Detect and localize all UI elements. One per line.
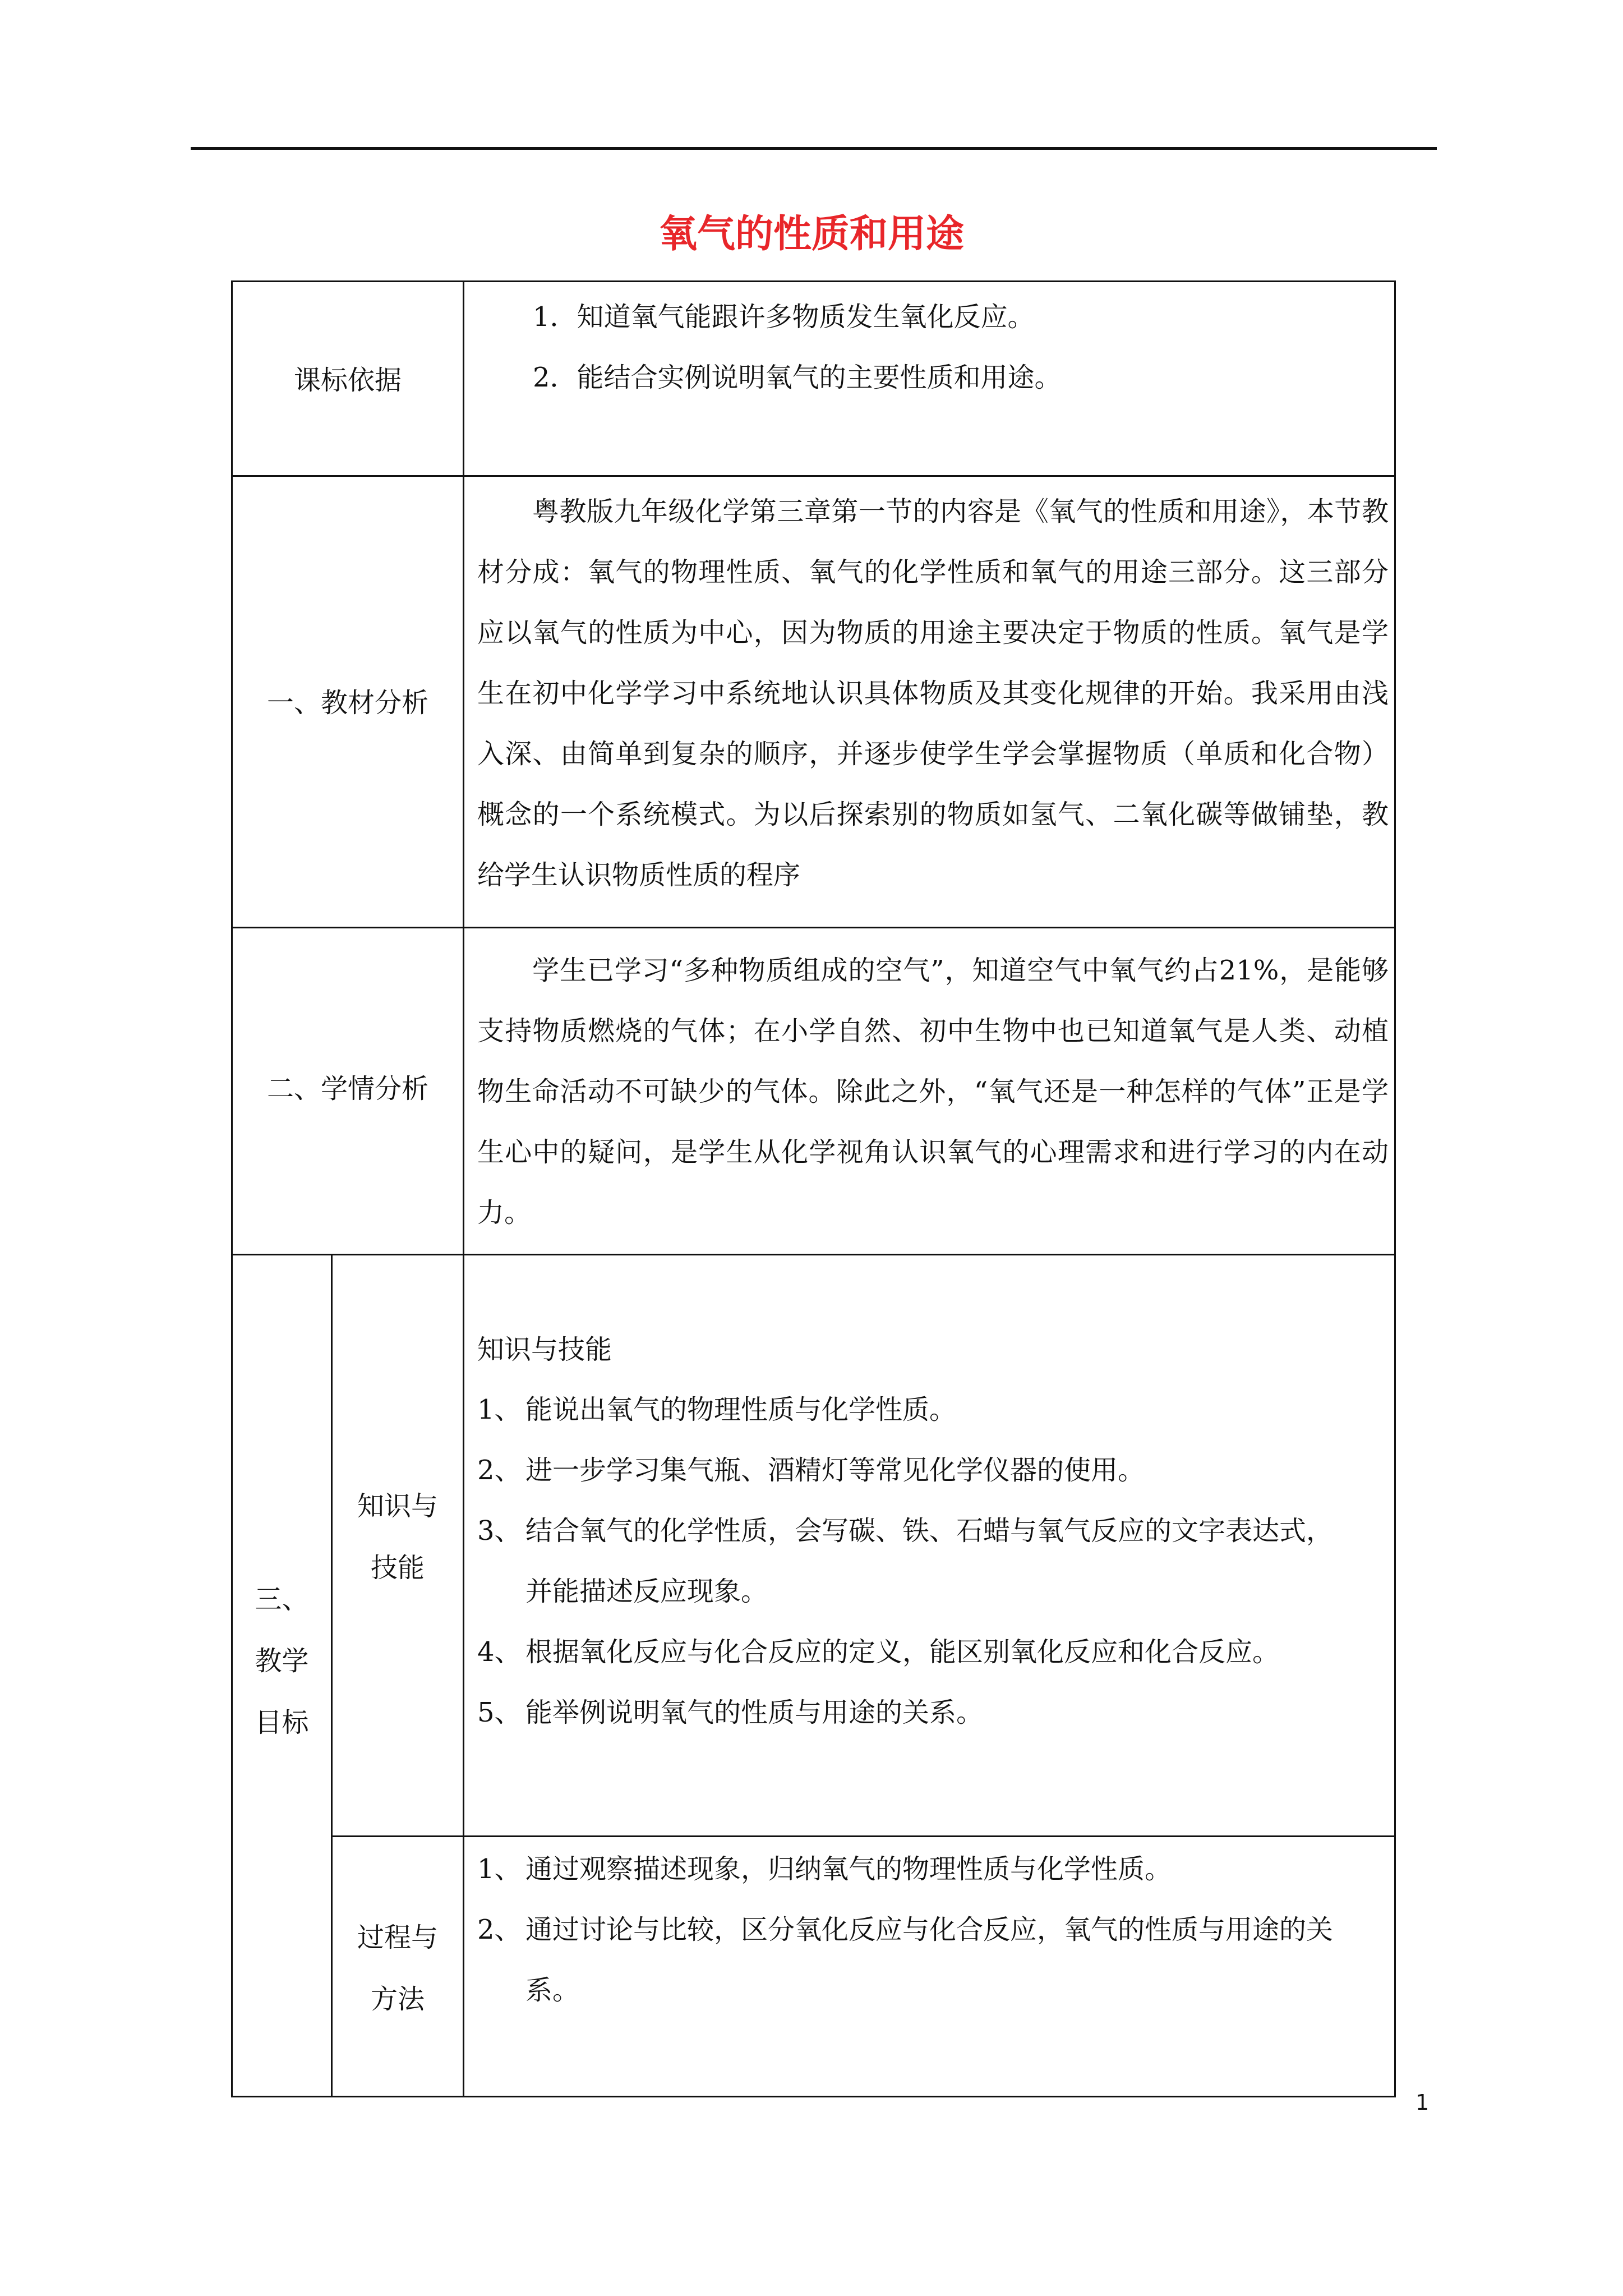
table-border-left [231,280,233,2097]
knowledge-item-4-number: 4、 [477,1636,522,1668]
process-item-1-number: 1、 [477,1853,522,1885]
process-item-2-continued: 系。 [525,1975,580,2006]
row-divider-2 [231,927,1396,928]
table-border-top [231,280,1396,282]
standards-label: 课标依据 [293,365,402,396]
knowledge-label-line-1: 知识与 [357,1490,438,1522]
standards-item-1: 1．知道氧气能跟许多物质发生氧化反应。 [533,301,1035,333]
goals-subcolumn-divider [331,1254,333,2097]
textbook-analysis-label: 一、教材分析 [266,687,428,719]
student-analysis-label: 二、学情分析 [266,1073,428,1105]
process-label-line-2: 方法 [370,1984,425,2015]
student-analysis-text: 学生已学习“多种物质组成的空气”，知道空气中氧气约占21%，是能够支持物质燃烧的气体；在小学自然、初中生物中也已知道氧气是人类、动植物生命活动不可缺少的气体。除此之外，“氧气还是一种怎样的气体”正是学生心中的疑问，是学生从化学视角认识氧气的心理需求和进行学习的内在动力。 [477,955,1389,1228]
process-item-2-number: 2、 [477,1914,522,1945]
knowledge-item-3-number: 3、 [477,1515,522,1547]
knowledge-item-3-continued: 并能描述反应现象。 [525,1576,768,1607]
standards-item-2: 2．能结合实例说明氧气的主要性质和用途。 [533,362,1062,393]
knowledge-item-5-text: 能举例说明氧气的性质与用途的关系。 [525,1697,984,1728]
process-item-2-text: 通过讨论与比较，区分氧化反应与化合反应，氧气的性质与用途的关 [525,1914,1334,1945]
row-divider-3 [231,1254,1396,1255]
page-number: 1 [1415,2090,1430,2115]
knowledge-label-line-2: 技能 [370,1552,425,1584]
goals-label-line-1: 三、 [255,1584,309,1615]
page-title: 氧气的性质和用途 [658,212,964,256]
process-item-1-text: 通过观察描述现象，归纳氧气的物理性质与化学性质。 [525,1853,1172,1885]
knowledge-item-2-number: 2、 [477,1455,522,1486]
knowledge-item-2-text: 进一步学习集气瓶、酒精灯等常见化学仪器的使用。 [525,1455,1145,1486]
knowledge-item-5-number: 5、 [477,1697,522,1728]
knowledge-item-1-number: 1、 [477,1394,522,1425]
knowledge-heading: 知识与技能 [477,1334,612,1365]
textbook-analysis-text: 粤教版九年级化学第三章第一节的内容是《氧气的性质和用途》，本节教材分成：氧气的物理性质、氧气的化学性质和氧气的用途三部分。这三部分应以氧气的性质为中心，因为物质的用途主要决定于物质的性质。氧气是学生在初中化学学习中系统地认识具体物质及其变化规律的开始。我采用由浅入深、由简单到复杂的顺序，并逐步使学生学会掌握物质（单质和化合物）概念的一个系统模式。为以后探索别的物质如氢气、二氧化碳等做铺垫，教给学生认识物质性质的程序 [477,496,1389,891]
table-border-right [1394,280,1396,2097]
row-divider-1 [231,475,1396,477]
knowledge-item-4-text: 根据氧化反应与化合反应的定义，能区别氧化反应和化合反应。 [525,1636,1280,1668]
subrow-divider [331,1835,1396,1837]
knowledge-item-1-text: 能说出氧气的物理性质与化学性质。 [525,1394,957,1425]
process-label-line-1: 过程与 [357,1922,438,1953]
goals-label-line-3: 目标 [255,1707,309,1738]
column-divider [463,280,464,2097]
header-rule [191,147,1437,150]
knowledge-item-3-text: 结合氧气的化学性质，会写碳、铁、石蜡与氧气反应的文字表达式， [525,1515,1334,1547]
table-border-bottom [231,2096,1396,2097]
goals-label-line-2: 教学 [255,1645,309,1677]
